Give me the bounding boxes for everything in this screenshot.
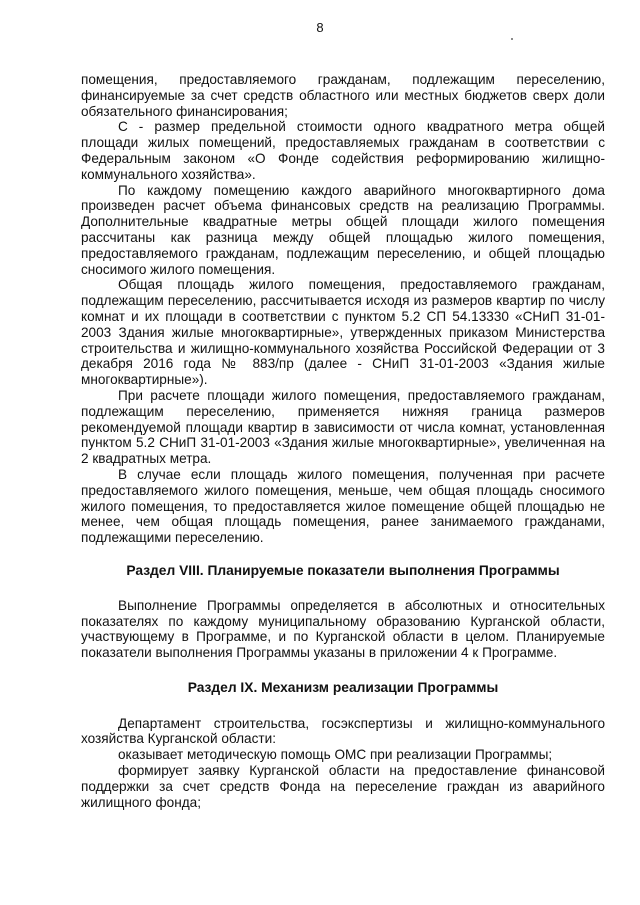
document-body — [81, 72, 605, 810]
page-number: 8 — [316, 20, 324, 35]
paragraph: формирует заявку Курганской области на предоставление финансовой поддержки за счет средств Фонда на переселение граждан из аварийного жилищного фонда; — [81, 763, 605, 810]
paragraph: Департамент строительства, госэкспертизы и жилищно-коммунального хозяйства Курганской области: — [81, 715, 605, 747]
paragraph: Выполнение Программы определяется в абсолютных и относительных показателях по каждому муниципальному образованию Курганской области, участвующему в Программе, и по Курганской области в целом. Планируемые показатели выполнения Программы указаны в приложении 4 к Программе. — [81, 597, 605, 661]
paragraph: Общая площадь жилого помещения, предоставляемого гражданам, подлежащим переселению, рассчитывается исходя из размеров квартир по числу комнат и их площади в соответствии с пунктом 5.2 СП 54.13330 «СНиП 31-01-2003 Здания жилые многоквартирные», утвержденных приказом Министерства строительства и жилищно-коммунального хозяйства Российской Федерации от 3 декабря 2016 года № 883/пр (далее - СНиП 31-01-2003 «Здания жилые многоквартирные»). — [81, 277, 605, 388]
scan-speck — [511, 38, 513, 40]
paragraph: С - размер предельной стоимости одного квадратного метра общей площади жилых помещений, предоставляемых гражданам в соответствии с Федеральным законом «О Фонде содействия реформированию жилищно-коммунального хозяйства». — [81, 119, 605, 182]
paragraph: При расчете площади жилого помещения, предоставляемого гражданам, подлежащим переселению, применяется нижняя граница размеров рекомендуемой площади квартир в зависимости от числа комнат, установленная пунктом 5.2 СНиП 31-01-2003 «Здания жилые многоквартирные», увеличенная на 2 квадратных метра. — [81, 387, 605, 467]
section-9-body — [81, 716, 605, 811]
section-8-body — [81, 598, 605, 661]
section-heading-9: Раздел IX. Механизм реализации Программы — [187, 679, 499, 695]
intro-paragraphs — [81, 72, 605, 546]
paragraph: В случае если площадь жилого помещения, полученная при расчете предоставляемого жилого помещения, меньше, чем общая площадь сносимого жилого помещения, то предоставляется жилое помещение общей площадью не менее, чем общая площадь помещения, ранее занимаемого гражданами, подлежащими переселению. — [81, 466, 605, 546]
paragraph: По каждому помещению каждого аварийного многоквартирного дома произведен расчет объема финансовых средств на реализацию Программы. Дополнительные квадратные метры общей площади жилого помещения рассчитаны как разница между общей площадью жилого помещения, предоставляемого гражданам, подлежащим переселению, и общей площадью сносимого жилого помещения. — [81, 182, 605, 277]
paragraph: помещения, предоставляемого гражданам, подлежащим переселению, финансируемые за счет средств областного или местных бюджетов сверх доли обязательного финансирования; — [81, 72, 605, 119]
paragraph: оказывает методическую помощь ОМС при реализации Программы; — [118, 747, 553, 763]
section-heading-8: Раздел VIII. Планируемые показатели выполнения Программы — [126, 562, 560, 578]
